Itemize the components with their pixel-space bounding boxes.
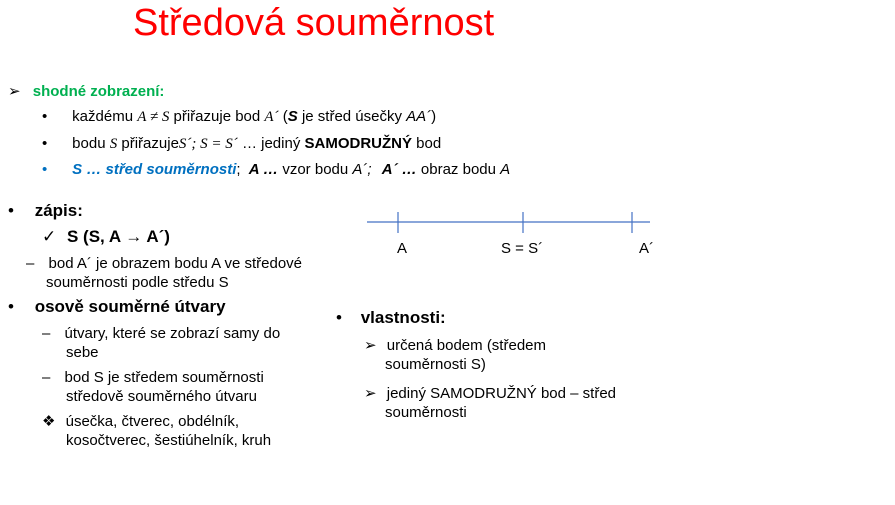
stred-souměrnosti-label: S … střed souměrnosti bbox=[72, 161, 237, 178]
vlastnosti-item-1: ➢ určená bodem (středem souměrnosti S) bbox=[364, 337, 546, 373]
arrow-bullet-icon: ➢ bbox=[364, 337, 377, 354]
vlastnosti-section bbox=[336, 308, 446, 328]
osove-heading: osově souměrné útvary bbox=[34, 297, 226, 316]
arrow-bullet-icon: ➢ bbox=[364, 385, 377, 402]
bullet-icon: • bbox=[8, 297, 14, 316]
zapis-description: – bod A´ je obrazem bodu A ve středové souměrnosti podle středu S bbox=[26, 255, 303, 291]
label-a: A bbox=[397, 240, 408, 257]
zapis-heading: zápis: bbox=[34, 201, 83, 220]
dash-icon: – bbox=[26, 255, 35, 272]
bullet-icon: • bbox=[42, 161, 48, 178]
dash-icon: – bbox=[42, 369, 51, 386]
slide-title: Středová souměrnost bbox=[133, 2, 495, 44]
shodne-line-1: • každému A ≠ S přiřazuje bod A´ (S je střed úsečky AA´) bbox=[42, 108, 437, 125]
shodne-line-2: • bodu S přiřazujeS´; S = S´ … jediný SAMODRUŽNÝ bod bbox=[42, 135, 442, 152]
osove-item-1: – útvary, které se zobrazí samy do sebe bbox=[42, 325, 281, 361]
bullet-icon: • bbox=[42, 135, 48, 152]
check-icon: ✓ bbox=[42, 227, 57, 246]
bullet-icon: • bbox=[8, 201, 14, 220]
diamond-bullet-icon: ❖ bbox=[42, 413, 56, 430]
label-s: S = S´ bbox=[501, 240, 544, 257]
zapis-formula: S (S, A → A´) bbox=[66, 227, 170, 246]
dash-icon: – bbox=[42, 325, 51, 342]
osove-item-3: ❖ úsečka, čtverec, obdélník, kosočtverec, šestiúhelník, kruh bbox=[42, 413, 272, 449]
math-a-neq-s: A ≠ S bbox=[137, 109, 170, 125]
arrow-bullet-icon: ➢ bbox=[8, 83, 21, 100]
shodne-heading: shodné zobrazení: bbox=[32, 83, 165, 100]
bullet-icon: • bbox=[336, 308, 342, 327]
vlastnosti-item-2: ➢ jediný SAMODRUŽNÝ bod – střed souměrnosti bbox=[364, 385, 616, 421]
samodruzny-label: SAMODRUŽNÝ bbox=[304, 135, 412, 152]
osove-item-2: – bod S je středem souměrnosti středově souměrného útvaru bbox=[42, 369, 264, 405]
label-a-prime: A´ bbox=[639, 240, 654, 257]
shodne-line-3: • S … střed souměrnosti; A … vzor bodu A´; A´ … obraz bodu A bbox=[42, 161, 511, 178]
vlastnosti-heading: vlastnosti: bbox=[360, 308, 446, 327]
bullet-icon: • bbox=[42, 108, 48, 125]
